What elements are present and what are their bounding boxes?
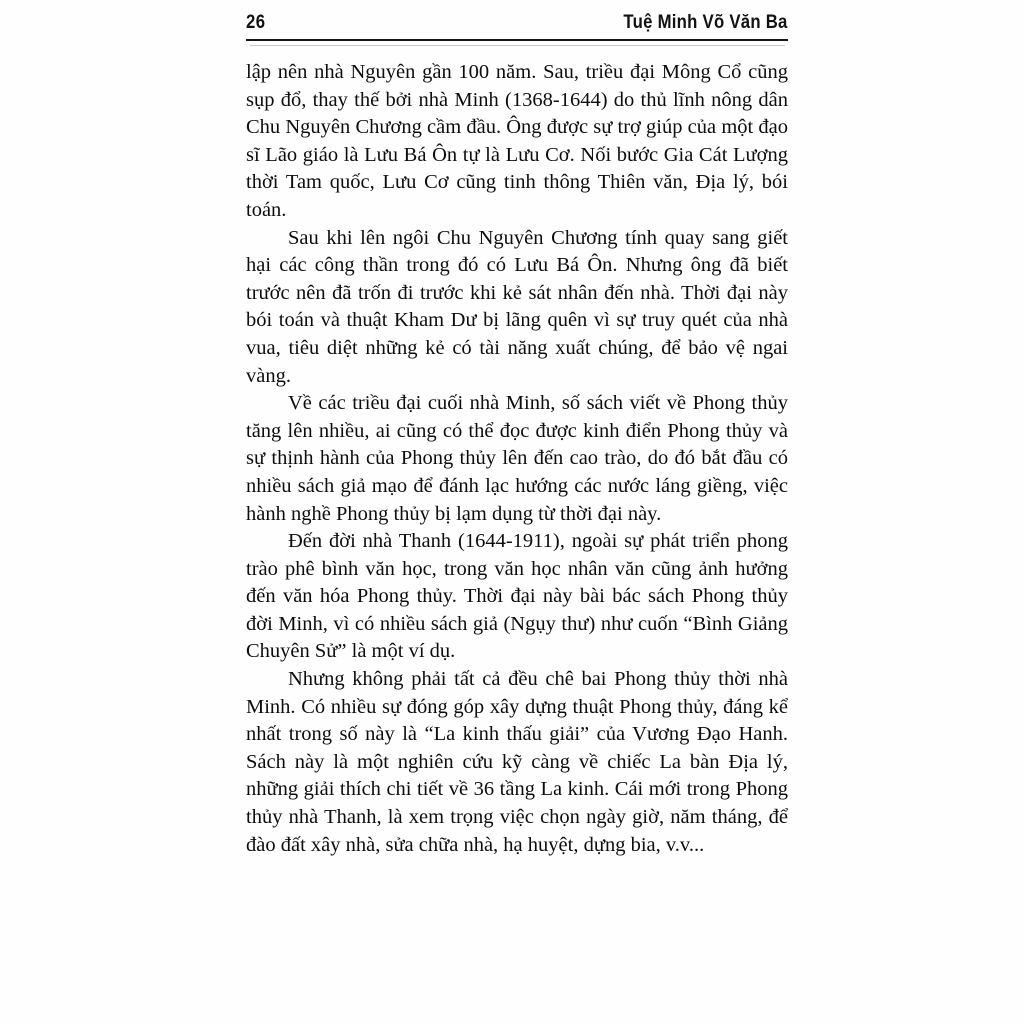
- paragraph: lập nên nhà Nguyên gần 100 năm. Sau, triều đại Mông Cổ cũng sụp đổ, thay thế bởi nhà Minh (1368-1644) do thủ lĩnh nông dân Chu Nguyên Chương cầm đầu. Ông được sự trợ giúp của một đạo sĩ Lão giáo là Lưu Bá Ôn tự là Lưu Cơ. Nối bước Gia Cát Lượng thời Tam quốc, Lưu Cơ cũng tinh thông Thiên văn, Địa lý, bói toán.: [246, 61, 788, 221]
- paragraph: Sau khi lên ngôi Chu Nguyên Chương tính quay sang giết hại các công thần trong đó có Lưu Bá Ôn. Nhưng ông đã biết trước nên đã trốn đi trước khi kẻ sát nhân đến nhà. Thời đại này bói toán và thuật Kham Dư bị lãng quên vì sự truy quét của nhà vua, tiêu diệt những kẻ có tài năng xuất chúng, để bảo vệ ngai vàng.: [246, 226, 788, 387]
- header-rule-ghost: [250, 45, 785, 46]
- running-title: Tuệ Minh Võ Văn Ba: [623, 12, 788, 33]
- body-text: [246, 59, 788, 859]
- paragraph: Về các triều đại cuối nhà Minh, số sách viết về Phong thủy tăng lên nhiều, ai cũng có thể đọc được kinh điển Phong thủy và sự thịnh hành của Phong thủy lên đến cao trào, do đó bắt đầu có nhiều sách giả mạo để đánh lạc hướng các nước láng giềng, việc hành nghề Phong thủy bị lạm dụng từ thời đại này.: [246, 392, 788, 525]
- page-header: [246, 12, 788, 34]
- page-number: 26: [246, 12, 266, 33]
- paragraph: Đến đời nhà Thanh (1644-1911), ngoài sự phát triển phong trào phê bình văn học, trong văn học nhân văn cũng ảnh hưởng đến văn hóa Phong thủy. Thời đại này bài bác sách Phong thủy đời Minh, vì có nhiều sách giả (Ngụy thư) như cuốn “Bình Giảng Chuyên Sử” là một ví dụ.: [246, 530, 788, 663]
- header-rule: [246, 39, 788, 41]
- paragraph: Nhưng không phải tất cả đều chê bai Phong thủy thời nhà Minh. Có nhiều sự đóng góp xây dựng thuật Phong thủy, đáng kể nhất trong số này là “La kinh thấu giải” của Vương Đạo Hanh. Sách này là một nghiên cứu kỹ càng về chiếc La bàn Địa lý, những giải thích chi tiết về 36 tầng La kinh. Cái mới trong Phong thủy nhà Thanh, là xem trọng việc chọn ngày giờ, năm tháng, để đào đất xây nhà, sửa chữa nhà, hạ huyệt, dựng bia, v.v...: [246, 668, 788, 856]
